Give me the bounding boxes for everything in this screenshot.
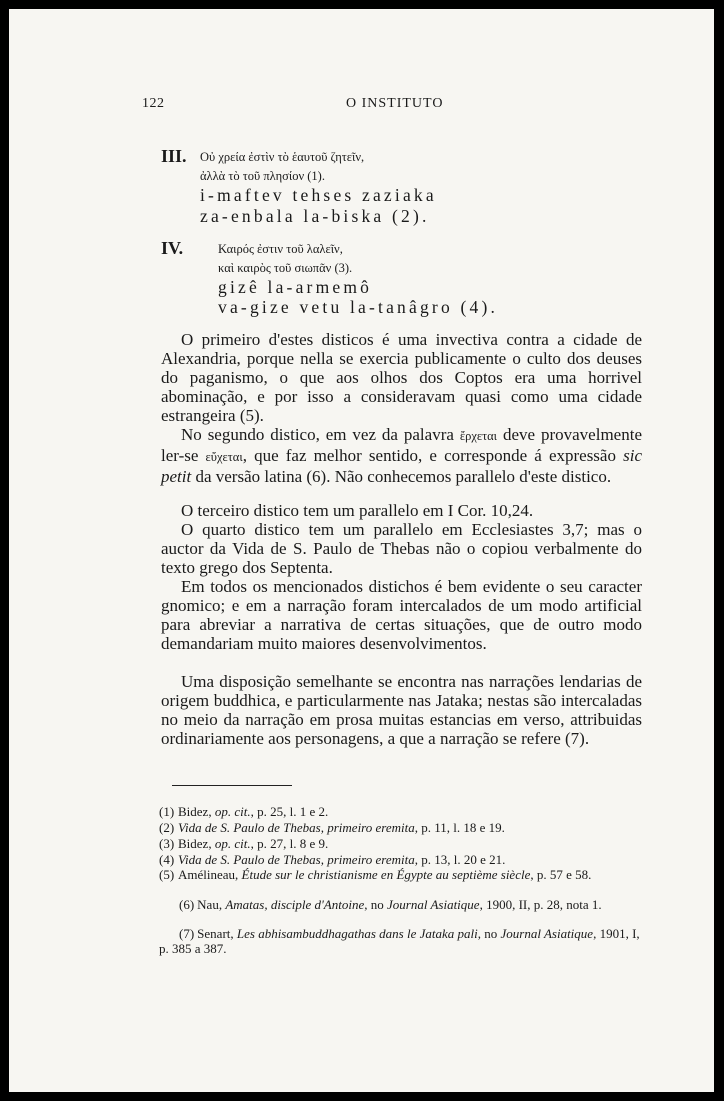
greek-line: ἀλλὰ τὸ τοῦ πλησίον (1). [200,169,325,183]
greek-line: Καιρός ἐστιν τοῦ λαλεῖν, [218,242,343,256]
text-run: , p. 25, l. 1 e 2. [250,804,329,819]
transliteration-line: i-maftev tehses zaziaka [200,185,437,205]
paragraph [161,577,642,653]
running-title: O INSTITUTO [346,96,444,111]
text-run: , 1900, II, p. 28, nota 1. [479,897,602,912]
transliteration-line: za-enbala la-biska (2). [200,206,430,226]
footnote-number: (4) [159,852,175,867]
italic-run: op. cit. [214,836,251,851]
footnote-number: (3) [159,836,175,851]
paragraph [161,330,642,425]
text-run: , que faz melhor sentido, e corresponde á expressão [242,446,624,465]
footnote [159,868,645,883]
footnote-number: (2) [159,820,175,835]
italic-run: Amatas, disciple d'Antoine [225,897,365,912]
text-run: O terceiro distico tem um parallelo em I Cor. 10,24. [181,501,534,520]
italic-run: Les abhisambuddhagathas dans le Jataka pali [236,926,478,941]
greek-word: ἔρχεται [459,429,498,443]
text-run: Bidez, [178,836,215,851]
italic-run: op. cit. [214,804,251,819]
text-run: O quarto distico tem um parallelo em Ecclesiastes 3,7; mas o auctor da Vida de S. Paulo de Thebas não o copiou verbalmente do texto grego dos Septenta. [161,520,642,577]
text-run: Senart, [197,926,237,941]
greek-word: εὔχεται [205,450,243,464]
greek-line: καὶ καιρὸς τοῦ σιωπᾶν (3). [218,261,353,275]
footnote [159,837,645,852]
text-run: No segundo distico, em vez da palavra [181,425,460,444]
text-run: da versão latina (6). Não conhecemos parallelo d'este distico. [191,467,612,486]
italic-run: Journal Asiatique [500,926,594,941]
greek-line: Οὐ χρεία ἐστὶν τὸ ἑαυτοῦ ζητεῖν, [200,150,365,164]
footnote [159,853,645,868]
text-run: Uma disposição semelhante se encontra nas narrações lendarias de origem buddhica, e particularmente nas Jataka; nestas são intercaladas no meio da narração em prosa muitas estancias em verso, attribuidas ordinariamente aos personagens, a que a narração se refere (7). [161,672,642,748]
footnote [159,898,645,913]
paragraph [161,501,642,520]
text-run: , 1901, I, p. 385 a 387. [159,926,640,956]
footnote [159,821,645,836]
text-run: Em todos os mencionados distichos é bem evidente o seu caracter gnomico; e em a narração foram intercalados de um modo artificial para abreviar a narrativa de certas situações, que de outro modo demandariam muito maiores desenvolvimentos. [161,577,642,653]
italic-run: Journal Asiatique [387,897,480,912]
footnote [159,927,645,956]
transliteration-line: gizê la-armemô [218,277,373,297]
text-run: , p. 13, l. 20 e 21. [414,852,506,867]
text-run: Bidez, [178,804,215,819]
text-run: , p. 57 e 58. [530,867,592,882]
paragraph [161,425,642,486]
footnote-number: (7) [179,926,195,941]
paragraph [161,520,642,577]
italic-run: Vida de S. Paulo de Thebas, primeiro eremita [178,820,415,835]
page-number: 122 [142,96,165,111]
text-run: Nau, [197,897,226,912]
italic-run: Étude sur le christianisme en Égypte au septième siècle [241,867,531,882]
transliteration-line: va-gize vetu la-tanâgro (4). [218,297,499,317]
footnote-rule [172,785,292,786]
italic-run: Vida de S. Paulo de Thebas, primeiro eremita [178,852,415,867]
stanza-numeral-iv: IV. [161,238,184,258]
footnote-number: (5) [159,867,175,882]
text-run: , p. 27, l. 8 e 9. [250,836,329,851]
stanza-numeral-iii: III. [161,146,187,166]
text-run: O primeiro d'estes disticos é uma invectiva contra a cidade de Alexandria, porque nella se exercia publicamente o culto dos deuses do paganismo, o que aos olhos dos Coptos era uma horrivel abominação, e por isso a consideravam quasi como uma cidade estrangeira (5). [161,330,642,425]
text-run: Amélineau, [178,867,242,882]
text-run: , no [477,926,501,941]
text-run: , p. 11, l. 18 e 19. [414,820,505,835]
footnote-number: (6) [179,897,195,912]
footnote-number: (1) [159,804,175,819]
italic-run: sic petit [161,446,642,486]
paragraph [161,672,642,748]
text-run: , no [364,897,387,912]
scanned-page [9,9,714,1092]
footnote [159,805,645,820]
text-run: deve provavelmente ler-se [161,425,642,465]
